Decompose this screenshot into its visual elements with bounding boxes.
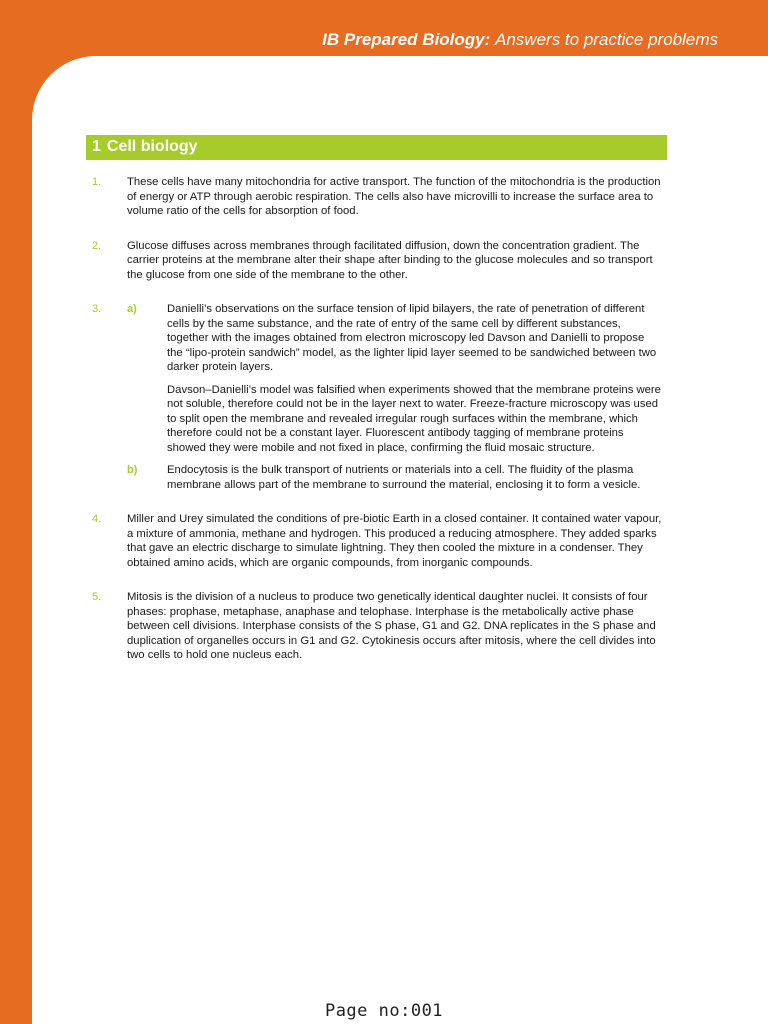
section-title-text: Cell biology bbox=[106, 138, 198, 155]
answer-item-4 bbox=[92, 512, 662, 570]
header-title-subtitle: Answers to practice problems bbox=[495, 30, 718, 49]
page-number-label: Page no:001 bbox=[324, 1001, 444, 1021]
header-title-bold: IB Prepared Biology: bbox=[322, 30, 491, 49]
part-paragraph: Danielli’s observations on the surface tension of lipid bilayers, the rate of penetration of different cells by the same substance, and the rate of entry of the same cell by different substances, together with the images obtained from electron microscopy led Davson and Danielli to propose the “lipo-protein sandwich” model, as the lighter lipid layer seemed to be sandwiched between two darker protein layers. bbox=[167, 303, 657, 373]
section-number: 1 bbox=[92, 138, 101, 155]
part-letter: b) bbox=[127, 464, 138, 476]
part-paragraph: Endocytosis is the bulk transport of nutrients or materials into a cell. The fluidity of the plasma membrane allows part of the membrane to surround the material, enclosing it to form a vesicle. bbox=[167, 464, 641, 491]
answer-number: 5. bbox=[92, 591, 102, 603]
header-title bbox=[322, 30, 718, 50]
answer-text: These cells have many mitochondria for active transport. The function of the mitochondria is the production of energy or ATP through aerobic respiration. The cells also have microvilli to increase the surface area to volume ratio of the cells for absorption of food. bbox=[127, 176, 661, 217]
answer-item-2 bbox=[92, 239, 662, 283]
answer-text: Glucose diffuses across membranes through facilitated diffusion, down the concentration gradient. The carrier proteins at the membrane alter their shape after binding to the glucose molecules and so transport the glucose from one side of the membrane to the other. bbox=[127, 239, 653, 281]
section-heading-bar bbox=[86, 135, 667, 160]
part-paragraph: Davson–Danielli’s model was falsified when experiments showed that the membrane proteins were not soluble, therefore could not be in the layer next to water. Freeze-fracture microscopy was used to split open the membrane and revealed irregular rough surfaces within the membrane, which therefore could not be a constant layer. Fluorescent antibody tagging of membrane proteins showed they were mobile and not fixed in place, confirming the fluid mosaic structure. bbox=[167, 383, 661, 454]
answer-number: 2. bbox=[92, 239, 102, 252]
part-letter: a) bbox=[127, 303, 137, 315]
answer-text: Mitosis is the division of a nucleus to produce two genetically identical daughter nuclei. It consists of four phases: prophase, metaphase, anaphase and telophase. Interphase is the metabolically active phase between cell divisions. Interphase consists of the S phase, G1 and G2. DNA replicates in the S phase and duplication of organelles occurs in G1 and G2. Cytokinesis occurs after mitosis, where the cell divides into two cells to hold one nucleus each. bbox=[127, 591, 656, 661]
answer-item-3 bbox=[92, 302, 662, 492]
answer-text: Miller and Urey simulated the conditions of pre-biotic Earth in a closed container. It contained water vapour, a mixture of ammonia, methane and hydrogen. This produced a reducing atmosphere. They added sparks that gave an electric discharge to simulate lightning. They then cooled the mixture in a condenser. They obtained amino acids, which are organic compounds, from inorganic compounds. bbox=[127, 513, 662, 569]
header-band bbox=[0, 0, 768, 58]
answer-item-5 bbox=[92, 590, 662, 663]
answers-list bbox=[92, 175, 662, 663]
answer-part-a bbox=[127, 302, 662, 455]
section-title bbox=[92, 138, 198, 156]
answer-part-b bbox=[127, 463, 662, 492]
answer-item-1 bbox=[92, 175, 662, 219]
answer-number: 3. bbox=[92, 303, 102, 315]
answer-number: 4. bbox=[92, 513, 102, 525]
answer-number: 1. bbox=[92, 176, 102, 188]
